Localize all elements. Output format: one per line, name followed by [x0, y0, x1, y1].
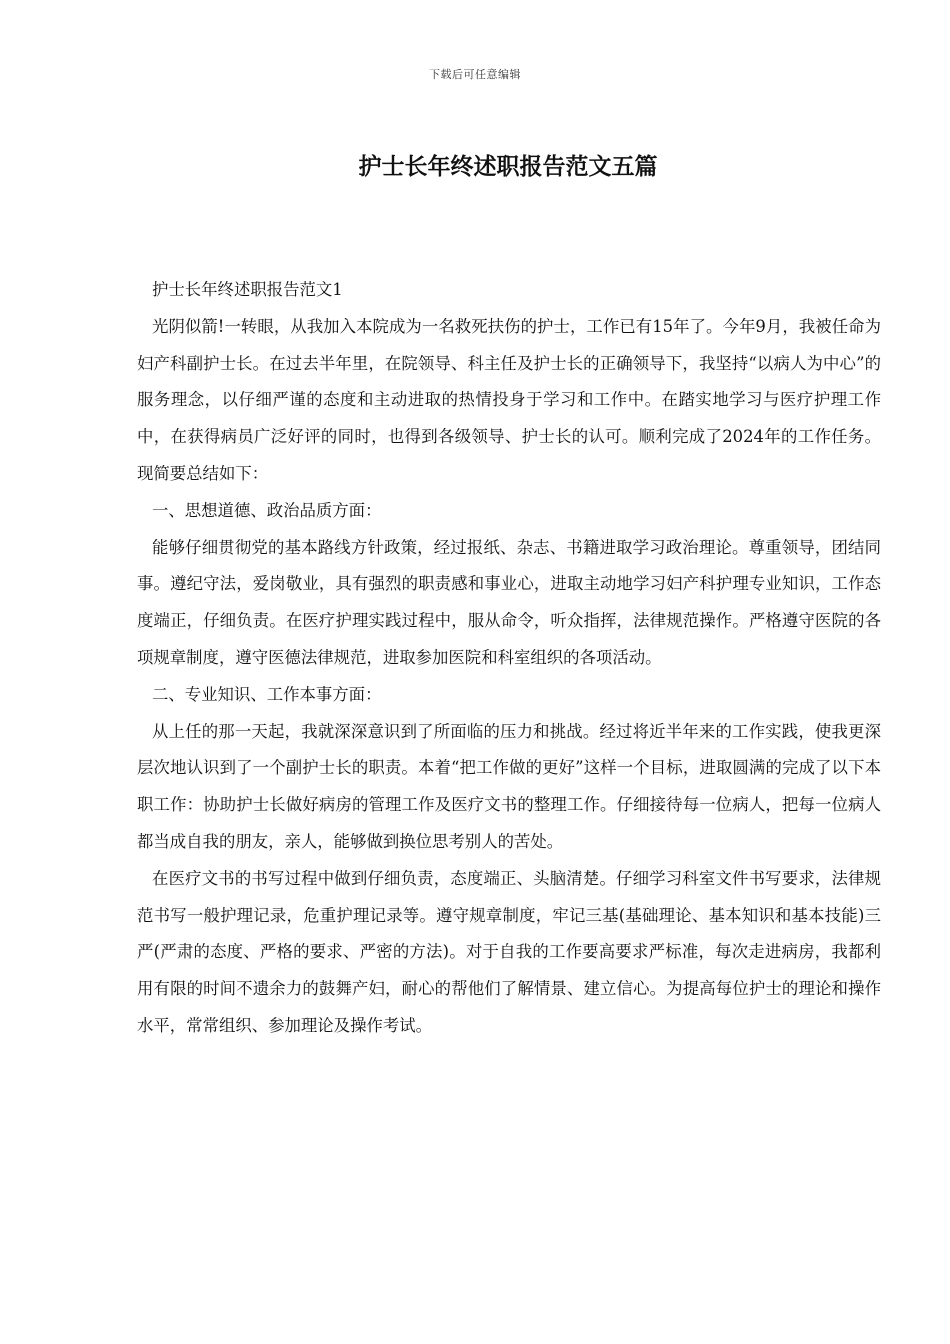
section-heading-report-1: 护士长年终述职报告范文1: [152, 280, 343, 299]
section-heading-professional: 二、专业知识、工作本事方面：: [152, 684, 382, 704]
document-title: 护士长年终述职报告范文五篇: [358, 154, 658, 180]
document-body: [137, 272, 881, 1045]
paragraph-professional: 从上任的那一天起，我就深深意识到了所面临的压力和挑战。经过将近半年来的工作实践，使我更深层次地认识到了一个副护士长的职责。本着“把工作做的更好”这样一个目标，进取圆满的完成了以下本职工作：协助护士长做好病房的管理工作及医疗文书的整理工作。仔细接待每一位病人，把每一位病人都当成自我的朋友，亲人，能够做到换位思考别人的苦处。: [137, 721, 881, 851]
paragraph-ideology: 能够仔细贯彻党的基本路线方针政策，经过报纸、杂志、书籍进取学习政治理论。尊重领导，团结同事。遵纪守法，爱岗敬业，具有强烈的职责感和事业心，进取主动地学习妇产科护理专业知识，工作态度端正，仔细负责。在医疗护理实践过程中，服从命令，听众指挥，法律规范操作。严格遵守医院的各项规章制度，遵守医德法律规范，进取参加医院和科室组织的各项活动。: [137, 537, 881, 667]
page-header-note: 下载后可任意编辑: [429, 68, 521, 81]
section-heading-ideology: 一、思想道德、政治品质方面：: [152, 500, 382, 520]
paragraph-intro: 光阴似箭!一转眼，从我加入本院成为一名救死扶伤的护士，工作已有15年了。今年9月，我被任命为妇产科副护士长。在过去半年里，在院领导、科主任及护士长的正确领导下，我坚持“以病人为中心”的服务理念，以仔细严谨的态度和主动进取的热情投身于学习和工作中。在踏实地学习与医疗护理工作中，在获得病员广泛好评的同时，也得到各级领导、护士长的认可。顺利完成了2024年的工作任务。现简要总结如下：: [137, 316, 881, 483]
paragraph-medical-documents: 在医疗文书的书写过程中做到仔细负责，态度端正、头脑清楚。仔细学习科室文件书写要求，法律规范书写一般护理记录，危重护理记录等。遵守规章制度，牢记三基(基础理论、基本知识和基本技能)三严(严肃的态度、严格的要求、严密的方法)。对于自我的工作要高要求严标准，每次走进病房，我都利用有限的时间不遗余力的鼓舞产妇，耐心的帮他们了解情景、建立信心。为提高每位护士的理论和操作水平，常常组织、参加理论及操作考试。: [137, 868, 881, 1035]
